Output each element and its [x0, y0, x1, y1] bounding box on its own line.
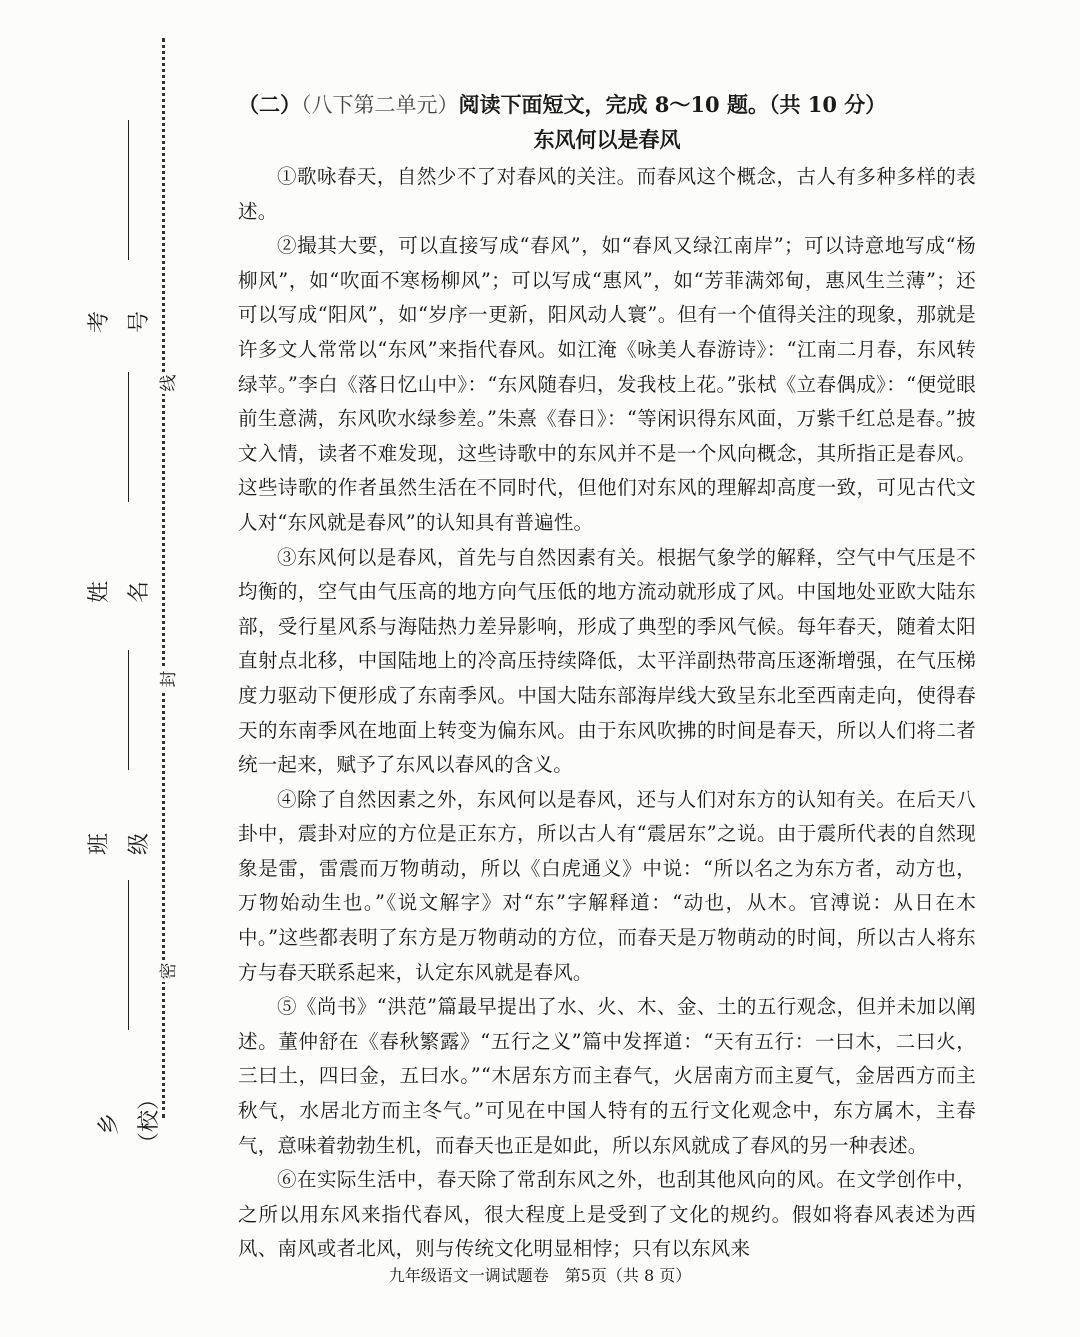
class-line[interactable]: [128, 650, 129, 770]
paragraph-4: ④除了自然因素之外，东风何以是春风，还与人们对东方的认知有关。在后天八卦中，震卦对应的方位是正东方，所以古人有“震居东”之说。由于震所代表的自然现象是雷，雷震而万物萌动，所以《白虎通义》中说：“所以名之为东方者，动方也，万物始动生也。”《说文解字》对“东”字解释道：“动也，从木。官溥说：从日在木中。”这些都表明了东方是万物萌动的方位，而春天是万物萌动的时间，所以古人将东方与春天联系起来，认定东风就是春风。: [238, 787, 976, 984]
paragraph-6: ⑥在实际生活中，春天除了常刮东风之外，也刮其他风向的风。在文学创作中，之所以用东风来指代春风，很大程度上是受到了文化的规约。假如将春风表述为西风、南风或者北风，则与传统文化明显相悖；只有以东风来: [238, 1168, 976, 1261]
section-number: （二）: [238, 92, 301, 117]
paragraph-5: ⑤《尚书》“洪范”篇最早提出了水、火、木、金、土的五行观念，但并未加以阐述。董仲舒在《春秋繁露》“五行之义”篇中发挥道：“天有五行：一曰木，二曰火，三曰土，四曰金，五曰水。”“木居东方而主春气，火居南方而主夏气，金居西方而主秋气，水居北方而主冬气。”可见在中国人特有的五行文化观念中，东方属木，主春气，意味着勃勃生机，而春天也正是如此，所以东风就成了春风的另一种表述。: [238, 995, 976, 1157]
exam-number-label: 考号: [87, 311, 152, 334]
section-instruction: 阅读下面短文，完成 8～10 题。（共 10 分）: [458, 92, 887, 117]
binding-margin: [0, 0, 200, 1337]
reading-passage: [238, 88, 976, 1267]
paragraph-1: ①歌咏春天，自然少不了对春风的关注。而春风这个概念，古人有多种多样的表述。: [238, 165, 976, 223]
seal-char-seal: 封: [158, 668, 180, 690]
name-label: 姓名: [87, 581, 152, 604]
seal-char-line: 线: [158, 372, 180, 394]
exam-number-line[interactable]: [128, 120, 129, 260]
page-footer: 九年级语文一调试题卷 第5页（共 8 页）: [388, 1266, 692, 1285]
seal-char-secret: 密: [158, 960, 180, 982]
school-line[interactable]: [128, 880, 129, 1030]
school-label: 乡（校）: [97, 1087, 162, 1154]
unit-tag: （八下第二单元）: [301, 93, 459, 117]
class-label: 班级: [87, 833, 152, 856]
seal-dotted-line: [162, 38, 165, 1118]
paragraph-2: ②撮其大要，可以直接写成“春风”，如“春风又绿江南岸”；可以诗意地写成“杨柳风”，如“吹面不寒杨柳风”；可以写成“惠风”，如“芳菲满郊甸，惠风生兰薄”；还可以写成“阳风”，如“岁序一更新，阳风动人寰”。但有一个值得关注的现象，那就是许多文人常常以“东风”来指代春风。如江淹《咏美人春游诗》：“江南二月春，东风转绿苹。”李白《落日忆山中》：“东风随春归，发我枝上花。”张栻《立春偶成》：“便觉眼前生意满，东风吹水绿参差。”朱熹《春日》：“等闲识得东风面，万紫千红总是春。”披文入情，读者不难发现，这些诗歌中的东风并不是一个风向概念，其所指正是春风。这些诗歌的作者虽然生活在不同时代，但他们对东风的理解却高度一致，可见古代文人对“东风就是春风”的认知具有普遍性。: [238, 234, 976, 534]
name-line[interactable]: [128, 372, 129, 502]
article-title: 东风何以是春风: [533, 127, 681, 152]
section-heading: [238, 88, 976, 122]
paragraph-3: ③东风何以是春风，首先与自然因素有关。根据气象学的解释，空气中气压是不均衡的，空气由气压高的地方向气压低的地方流动就形成了风。中国地处亚欧大陆东部，受行星风系与海陆热力差异影响，形成了典型的季风气候。每年春天，随着太阳直射点北移，中国陆地上的冷高压持续降低，太平洋副热带高压逐渐增强，在气压梯度力驱动下便形成了东南季风。中国大陆东部海岸线大致呈东北至西南走向，使得春天的东南季风在地面上转变为偏东风。由于东风吹拂的时间是春天，所以人们将二者统一起来，赋予了东风以春风的含义。: [238, 545, 976, 777]
